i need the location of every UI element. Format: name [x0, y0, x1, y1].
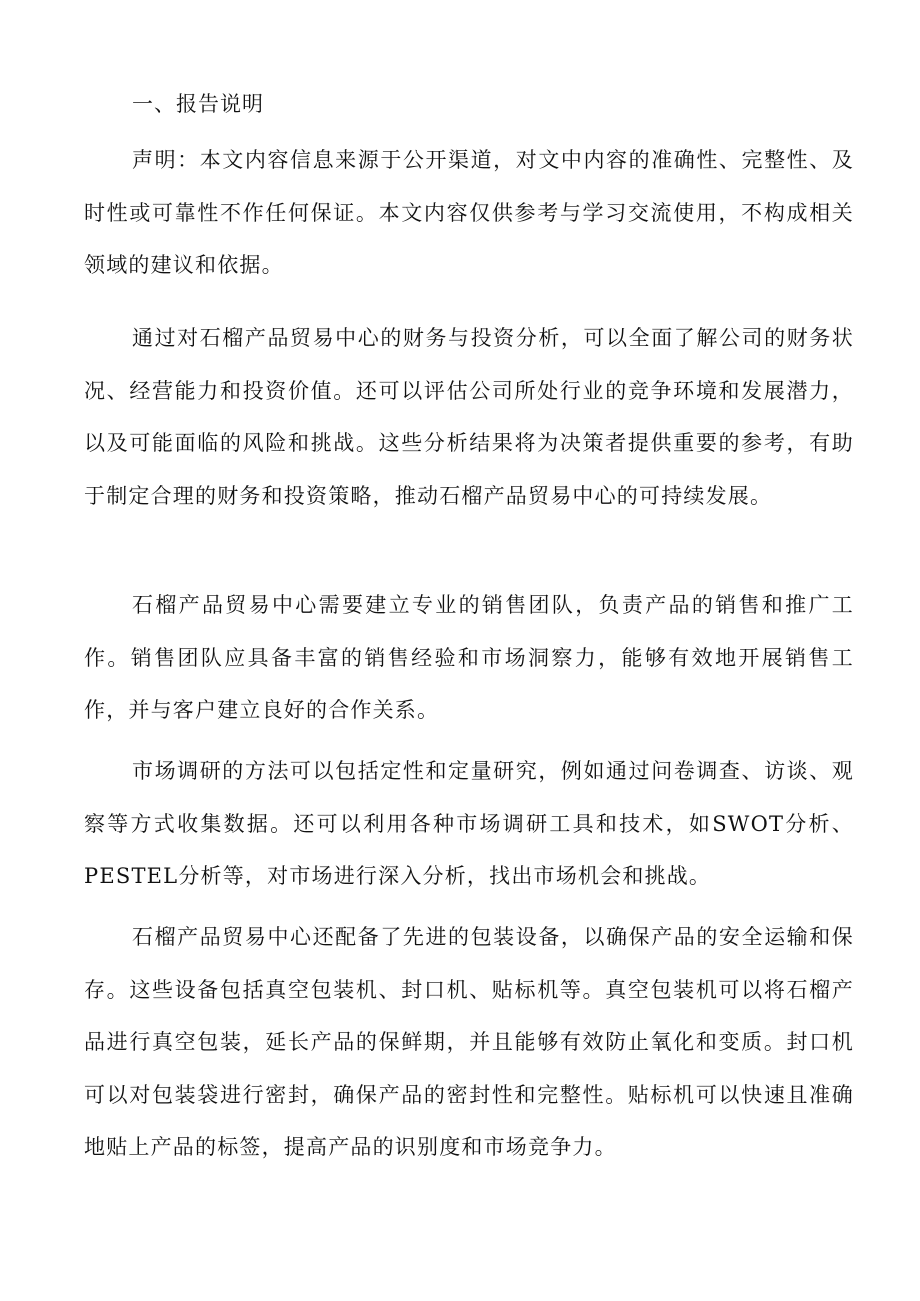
section-heading: 一、报告说明: [132, 92, 264, 116]
disclaimer-paragraph: 声明：本文内容信息来源于公开渠道，对文中内容的准确性、完整性、及时性或可靠性不作任何保证。本文内容仅供参考与学习交流使用，不构成相关领域的建议和依据。: [84, 148, 854, 278]
sales-team-paragraph: 石榴产品贸易中心需要建立专业的销售团队，负责产品的销售和推广工作。销售团队应具备丰富的销售经验和市场洞察力，能够有效地开展销售工作，并与客户建立良好的合作关系。: [84, 593, 854, 723]
financial-analysis-paragraph: 通过对石榴产品贸易中心的财务与投资分析，可以全面了解公司的财务状况、经营能力和投资价值。还可以评估公司所处行业的竞争环境和发展潜力，以及可能面临的风险和挑战。这些分析结果将为决策者提供重要的参考，有助于制定合理的财务和投资策略，推动石榴产品贸易中心的可持续发展。: [84, 326, 854, 508]
market-research-paragraph: 市场调研的方法可以包括定性和定量研究，例如通过问卷调查、访谈、观察等方式收集数据。还可以利用各种市场调研工具和技术，如SWOT分析、PESTEL分析等，对市场进行深入分析，找出市场机会和挑战。: [84, 759, 854, 889]
packaging-equipment-paragraph: 石榴产品贸易中心还配备了先进的包装设备，以确保产品的安全运输和保存。这些设备包括真空包装机、封口机、贴标机等。真空包装机可以将石榴产品进行真空包装，延长产品的保鲜期，并且能够有效防止氧化和变质。封口机可以对包装袋进行密封，确保产品的密封性和完整性。贴标机可以快速且准确地贴上产品的标签，提高产品的识别度和市场竞争力。: [84, 925, 854, 1160]
